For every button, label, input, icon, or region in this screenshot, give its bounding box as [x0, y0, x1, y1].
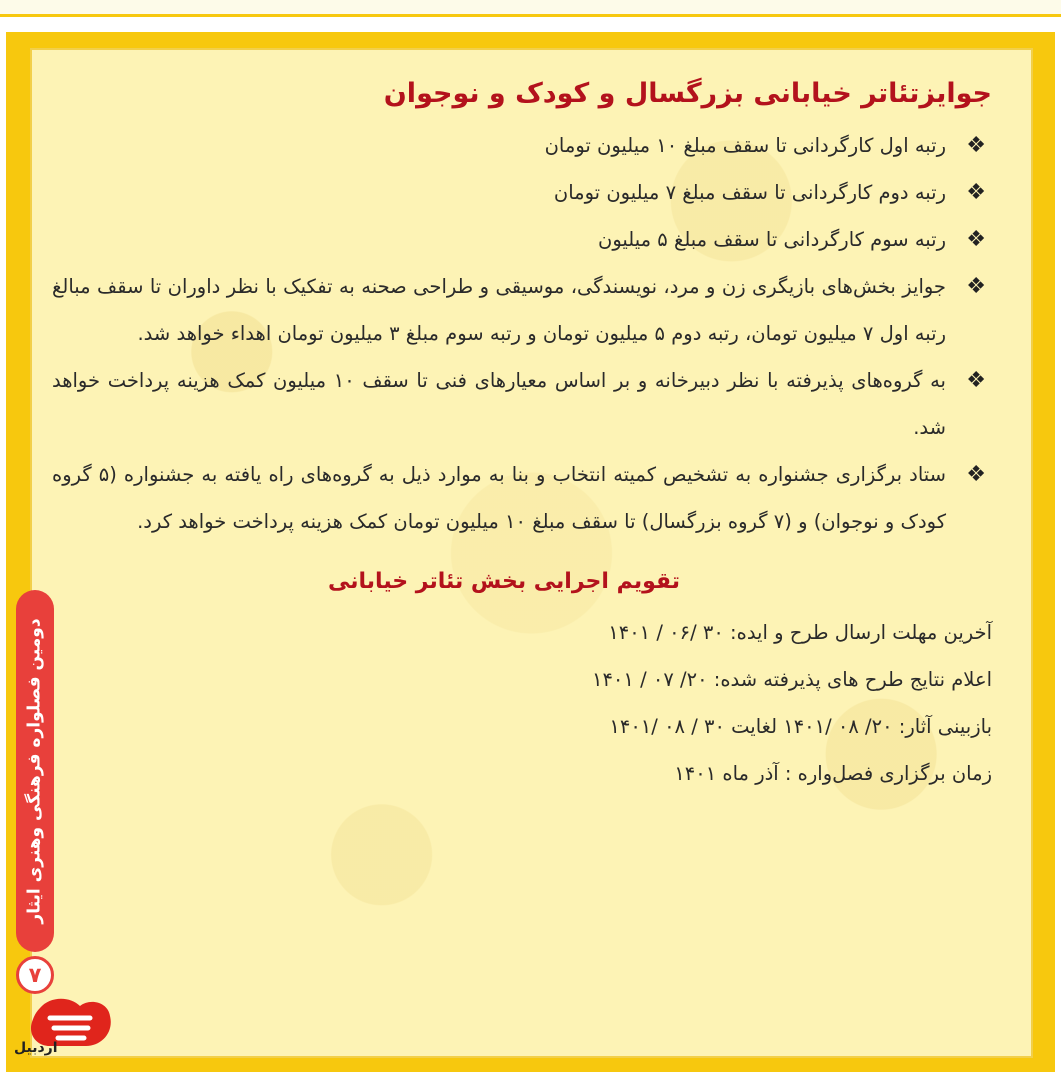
diamond-bullet-icon: ❖ — [966, 462, 986, 487]
calendar-item: زمان برگزاری فصل‌واره : آذر ماه ۱۴۰۱ — [674, 762, 992, 785]
diamond-bullet-icon: ❖ — [966, 180, 986, 205]
logo-icon — [10, 988, 120, 1068]
list-item-text: جوایز بخش‌های بازیگری زن و مرد، نویسندگی، موسیقی و طراحی صحنه به تفکیک با نظر داوران تا سقف مبالغ رتبه اول ۷ میلیون تومان، رتبه دوم ۵ میلیون تومان و رتبه سوم مبلغ ۳ میلیون تومان اهداء خواهد شد. — [52, 275, 946, 345]
diamond-bullet-icon: ❖ — [966, 274, 986, 299]
diamond-bullet-icon: ❖ — [966, 368, 986, 393]
prize-list — [52, 122, 992, 545]
list-item-text: رتبه سوم کارگردانی تا سقف مبلغ ۵ میلیون — [598, 228, 946, 251]
page-number: ۷ — [16, 956, 54, 994]
list-item-text: رتبه دوم کارگردانی تا سقف مبلغ ۷ میلیون تومان — [553, 181, 946, 204]
calendar-item: آخرین مهلت ارسال طرح و ایده: ۳۰ /۰۶ / ۱۴۰۱ — [608, 621, 992, 644]
list-item — [52, 169, 992, 216]
list-item — [52, 451, 992, 545]
list-item-text: رتبه اول کارگردانی تا سقف مبلغ ۱۰ میلیون تومان — [544, 134, 946, 157]
top-strip — [0, 0, 1061, 17]
list-item — [52, 122, 992, 169]
diamond-bullet-icon: ❖ — [966, 133, 986, 158]
diamond-bullet-icon: ❖ — [966, 227, 986, 252]
list-item — [52, 263, 992, 357]
side-tab — [16, 590, 54, 952]
list-item-text: به گروه‌های پذیرفته با نظر دبیرخانه و بر اساس معیارهای فنی تا سقف ۱۰ میلیون کمک هزینه پرداخت خواهد شد. — [52, 369, 946, 439]
main-title: جوایزتئاتر خیابانی بزرگسال و کودک و نوجوان — [383, 78, 992, 109]
content-area — [52, 72, 992, 797]
calendar-list — [52, 609, 992, 797]
calendar-item: اعلام نتایج طرح های پذیرفته شده: ۲۰/ ۰۷ / ۱۴۰۱ — [591, 668, 992, 691]
side-tab-label: دومین فصلواره فرهنگی وهنری ایثار — [25, 618, 45, 924]
logo-caption: اردبیل — [14, 1040, 58, 1056]
list-item — [52, 357, 992, 451]
calendar-item: بازبینی آثار: ۲۰/ ۰۸ /۱۴۰۱ لغایت ۳۰ / ۰۸ /۱۴۰۱ — [609, 715, 992, 738]
list-item — [52, 216, 992, 263]
calendar-title: تقویم اجرایی بخش تئاتر خیابانی — [328, 569, 680, 594]
list-item-text: ستاد برگزاری جشنواره به تشخیص کمیته انتخاب و بنا به موارد ذیل به گروه‌های راه یافته به جشنواره (۵ گروه کودک و نوجوان) و (۷ گروه بزرگسال) تا سقف مبلغ ۱۰ میلیون تومان کمک هزینه پرداخت خواهد کرد. — [52, 463, 947, 533]
